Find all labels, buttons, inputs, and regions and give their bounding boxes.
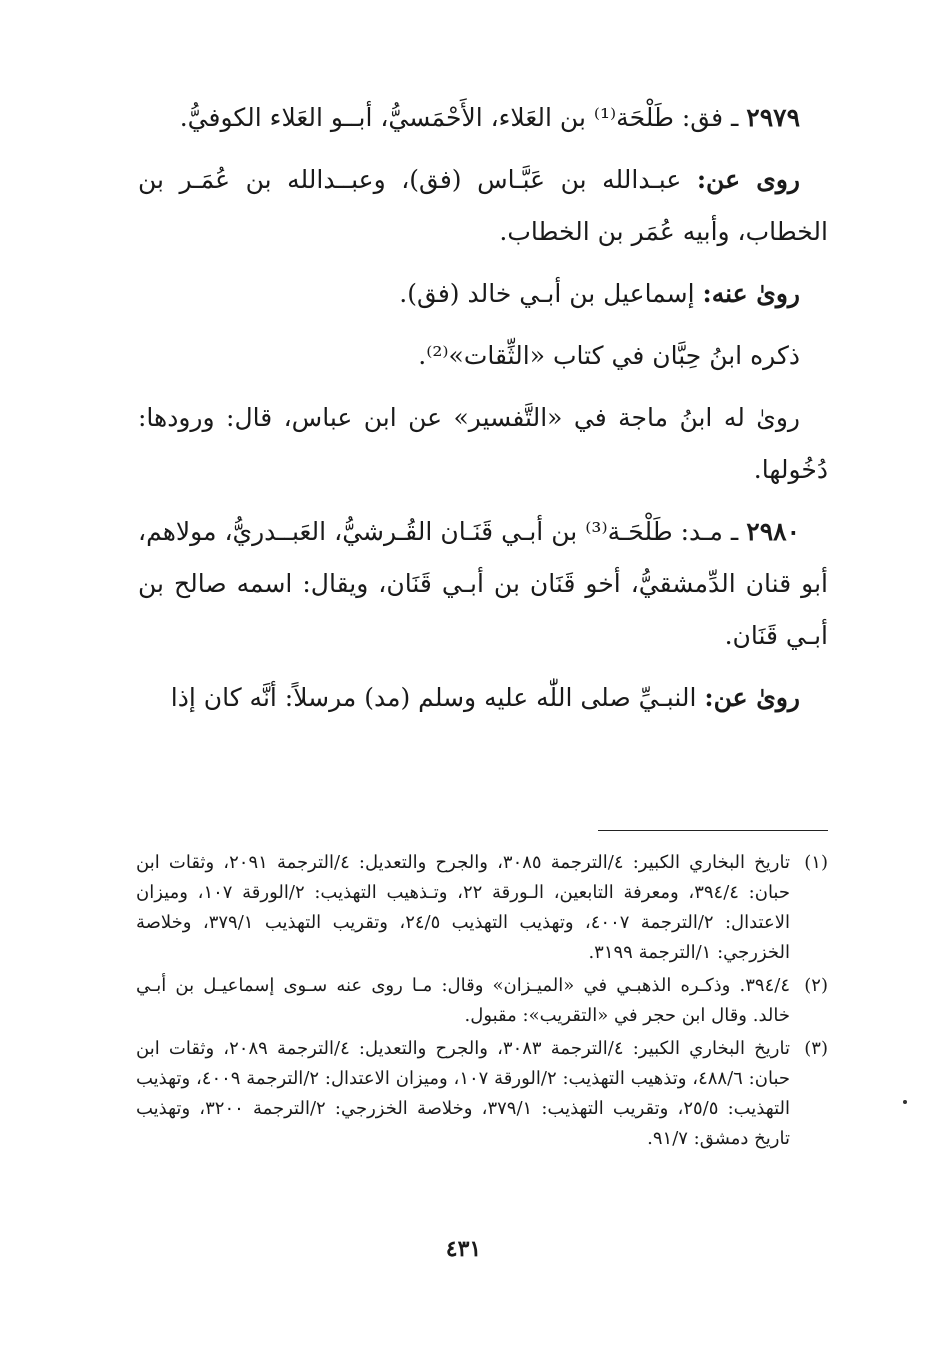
entry-number: ٢٩٧٩ (746, 103, 800, 132)
entry-text: ذكره ابنُ حِبَّان في كتاب «الثِّقات»⁽²⁾. (418, 341, 800, 370)
footnote-text: ٣٩٤/٤. وذكـره الذهبـي في «الميـزان» وقال: مـا روى عنه سـوى إسماعيـل بن أبـي خالد. وقال ابن حجر في «التقريب»: مقبول. (136, 975, 790, 1026)
entry-text: روىٰ له ابنُ ماجة في «التَّفسير» عن ابن عباس، قال: ورودها: دُخُولها. (138, 403, 828, 484)
main-text (138, 92, 828, 734)
entry-2979-tafsir (138, 392, 828, 496)
entry-text: النبـيِّ صلى اللّٰه عليه وسلم (مد) مرسلاً: أنَّه كان إذا (170, 683, 697, 712)
footnote-number: (٢) (804, 975, 828, 996)
entry-2979-narrated-from (138, 154, 828, 258)
entry-2980-narrated-from (138, 672, 828, 724)
entry-2980-heading (138, 506, 828, 662)
section-label: روىٰ عنه: (702, 279, 800, 308)
section-label: روىٰ عن: (704, 683, 800, 712)
page-number: ٤٣١ (445, 1236, 482, 1262)
section-label: روى عن: (696, 165, 801, 194)
footnote-text: تاريخ البخاري الكبير: ٤/الترجمة ٣٠٨٥، والجرح والتعديل: ٤/الترجمة ٢٠٩١، وثقات ابن حبان: ٣٩٤/٤، ومعرفة التابعين، الـورقة ٢٢، وتـذهيب التهذيب: ٢/الورقة ١٠٧، وميزان الاعتدال: ٢/الترجمة ٤٠٠٧، وتهذيب التهذيب ٢٤/٥، وتقريب التهذيب ٣٧٩/١، وخلاصة الخزرجي: ١/الترجمة ٣١٩٩. (136, 852, 790, 963)
entry-2979-thiqat (138, 330, 828, 382)
entry-text: ـ مـد: طَلْحَـة⁽³⁾ بن أبـي قَنَـان القُـرشيُّ، العَبــدريُّ، مولاهم، أبو قنان الدِّمشقيُّ، أخو قَنَان بن أبـي قَنَان، ويقال: اسمه صالح بن أبـي قَنَان. (138, 517, 828, 650)
footnote-3 (136, 1034, 828, 1154)
footnote-number: (٣) (804, 1038, 828, 1059)
entry-text: عبـدالله بن عَبَّـاس (فق)، وعبــدالله بن عُمَـر بن الخطاب، وأبيه عُمَر بن الخطاب. (138, 165, 828, 246)
entry-2979-narrated-by (138, 268, 828, 320)
footnotes (136, 848, 828, 1157)
scan-speck (903, 1100, 907, 1104)
footnote-text: تاريخ البخاري الكبير: ٤/الترجمة ٣٠٨٣، والجرح والتعديل: ٤/الترجمة ٢٠٨٩، وثقات ابن حبان: ٤٨٨/٦، وتذهيب التهذيب: ٢/الورقة ١٠٧، وميزان الاعتدال: ٢/الترجمة ٤٠٠٩، وتهذيب التهذيب: ٢٥/٥، وتقريب التهذيب: ٣٧٩/١، وخلاصة الخزرجي: ٢/الترجمة ٣٢٠٠، وتهذيب تاريخ دمشق: ٩١/٧. (136, 1038, 790, 1149)
footnote-2 (136, 971, 828, 1031)
footnote-1 (136, 848, 828, 968)
entry-text: إسماعيل بن أبـي خالد (فق). (399, 279, 695, 308)
entry-number: ٢٩٨٠ (746, 517, 800, 546)
footnote-separator (598, 830, 828, 831)
entry-2979-heading (138, 92, 828, 144)
entry-text: ـ فق: طَلْحَة⁽¹⁾ بن العَلاء، الأَحْمَسيُّ، أبــو العَلاء الكوفيُّ. (179, 103, 739, 132)
footnote-number: (١) (804, 852, 828, 873)
